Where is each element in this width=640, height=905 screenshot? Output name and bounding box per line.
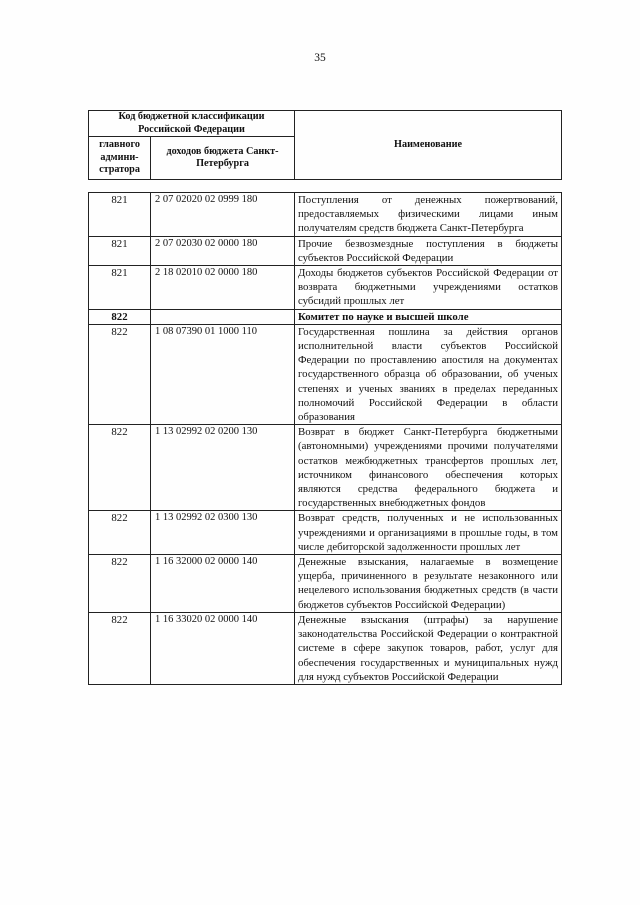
revenue-code: 1 13 02992 02 0200 130 [151, 425, 295, 511]
header-name: Наименование [295, 111, 562, 180]
revenue-code: 1 16 33020 02 0000 140 [151, 612, 295, 684]
admin-code: 821 [89, 236, 151, 265]
revenue-name: Поступления от денежных пожертвований, предоставляемых физическими лицами иным получателям средств бюджета Санкт-Петербурга [295, 193, 562, 237]
revenue-name: Прочие безвозмездные поступления в бюджеты субъектов Российской Федерации [295, 236, 562, 265]
revenue-code [151, 309, 295, 324]
table-row [89, 266, 562, 310]
revenue-name: Доходы бюджетов субъектов Российской Федерации от возврата бюджетными учреждениями остатков субсидий прошлых лет [295, 266, 562, 310]
revenue-name: Возврат средств, полученных и не использованных учреждениями и организациями в прошлые годы, в том числе дебиторской задолженности прошлых лет [295, 511, 562, 555]
admin-code: 822 [89, 511, 151, 555]
admin-code: 822 [89, 612, 151, 684]
revenue-code: 2 07 02020 02 0999 180 [151, 193, 295, 237]
revenue-name: Денежные взыскания (штрафы) за нарушение законодательства Российской Федерации о контрактной системе в сфере закупок товаров, работ, услуг для обеспечения государственных и муниципальных нужд для нужд субъектов Российской Федерации [295, 612, 562, 684]
table-row [89, 425, 562, 511]
revenue-name: Возврат в бюджет Санкт-Петербурга бюджетными (автономными) учреждениями прочими получателями остатков межбюджетных трансфертов прошлых лет, источником финансового обеспечения которых являются средства федерального бюджета и государственных внебюджетных фондов [295, 425, 562, 511]
table-row [89, 555, 562, 613]
admin-code: 822 [89, 555, 151, 613]
header-classification-code: Код бюджетной классификации Российской Федерации [89, 111, 295, 137]
revenue-code: 2 18 02010 02 0000 180 [151, 266, 295, 310]
revenue-code: 1 08 07390 01 1000 110 [151, 324, 295, 424]
table-row [89, 612, 562, 684]
table-row [89, 193, 562, 237]
table-header [88, 110, 562, 180]
admin-code: 822 [89, 324, 151, 424]
table-row [89, 236, 562, 265]
header-admin: главного админи-стратора [89, 137, 151, 180]
revenue-code: 2 07 02030 02 0000 180 [151, 236, 295, 265]
admin-code: 822 [89, 309, 151, 324]
admin-code: 821 [89, 193, 151, 237]
section-row [89, 309, 562, 324]
table-row [89, 324, 562, 424]
page-number: 35 [314, 52, 326, 64]
budget-table [88, 192, 562, 685]
header-revenue: доходов бюджета Санкт-Петербурга [151, 137, 295, 180]
revenue-code: 1 16 32000 02 0000 140 [151, 555, 295, 613]
table-row [89, 511, 562, 555]
revenue-name: Денежные взыскания, налагаемые в возмещение ущерба, причиненного в результате незаконного или нецелевого использования бюджетных средств (в части бюджетов субъектов Российской Федерации) [295, 555, 562, 613]
revenue-name: Государственная пошлина за действия органов исполнительной власти субъектов Российской Федерации по проставлению апостиля на документах государственного образца об образовании, об ученых степенях и ученых званиях в пределах переданных полномочий Российской Федерации в области образования [295, 324, 562, 424]
revenue-code: 1 13 02992 02 0300 130 [151, 511, 295, 555]
admin-code: 821 [89, 266, 151, 310]
admin-code: 822 [89, 425, 151, 511]
section-title: Комитет по науке и высшей школе [295, 309, 562, 324]
